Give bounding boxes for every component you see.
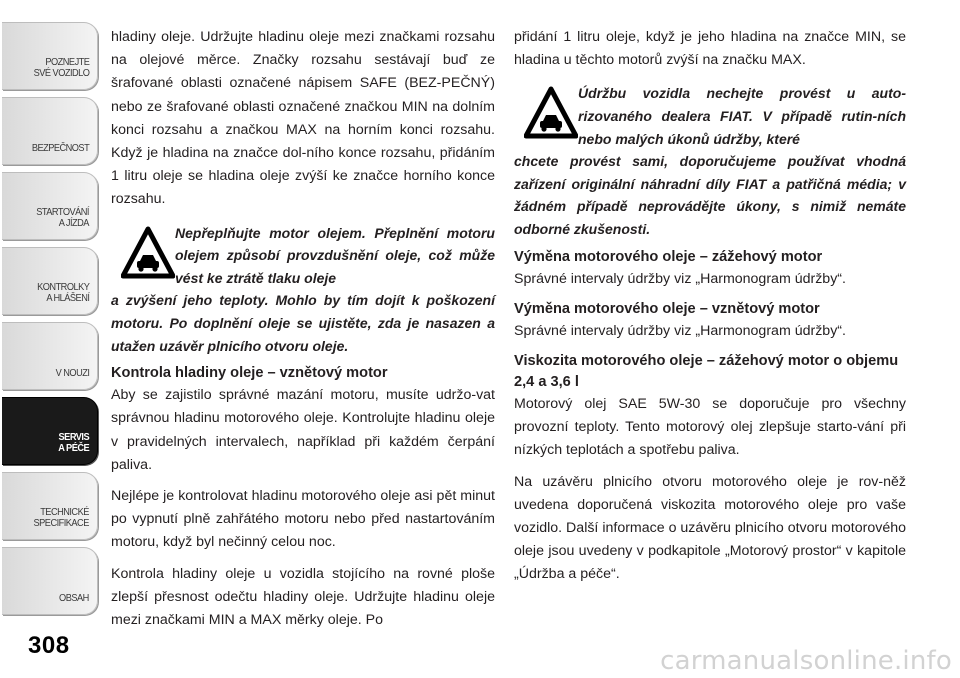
paragraph: Správné intervaly údržby viz „Harmonogram údržby“.	[514, 270, 846, 287]
warning-triangle-car-icon	[524, 86, 578, 140]
left-column	[111, 26, 495, 640]
warning-box	[514, 82, 906, 240]
tab-label: BEZPEČNOST	[31, 142, 89, 154]
warning-text: a zvýšení jeho teploty. Mohlo by tím dojít k poškození motoru. Po doplnění oleje se ujistěte, zda je nasazen a utažen uzávěr plnicího otvoru oleje.	[111, 292, 495, 354]
tab-bezpecnost[interactable]	[2, 97, 98, 165]
tab-label: OBSAH	[59, 592, 89, 604]
section-heading: Výměna motorového oleje – zážehový motor	[514, 248, 823, 265]
tab-kontrolky-a-hlaseni[interactable]	[2, 247, 98, 315]
tab-label: SERVIS A PÉČE	[58, 431, 89, 454]
paragraph: Správné intervaly údržby viz „Harmonogram údržby“.	[514, 322, 846, 339]
warning-box	[111, 222, 495, 358]
warning-text-lead: Údržbu vozidla nechejte provést u auto-rizovaného dealera FIAT. V případě rutin-ních nebo malých úkonů údržby, které	[578, 85, 906, 147]
section-heading: Výměna motorového oleje – vznětový motor	[514, 300, 820, 317]
paragraph: Nejlépe je kontrolovat hladinu motorového oleje asi pět minut po vypnutí plně zahřátého motoru nebo před nastartováním motoru, když byl nečinný celou noc.	[111, 488, 495, 551]
tab-v-nouzi[interactable]	[2, 322, 98, 390]
watermark: carmanualsonline.info	[660, 646, 952, 676]
tab-technicke-specifikace[interactable]	[2, 472, 98, 540]
tab-startovani-a-jizda[interactable]	[2, 172, 98, 240]
tab-servis-a-pece[interactable]	[2, 397, 98, 465]
section-heading: Kontrola hladiny oleje – vznětový motor	[111, 365, 388, 382]
paragraph: Na uzávěru plnicího otvoru motorového oleje je rov-něž uvedena doporučená viskozita motorového oleje pro vaše vozidlo. Další informace o uzávěru plnicího otvoru motorového oleje jsou uvedeny v podkapitole „Motorový prostor“ v kapitole „Údržba a péče“.	[514, 473, 906, 583]
tab-label: V NOUZI	[55, 367, 89, 379]
page-number: 308	[28, 632, 70, 659]
tab-obsah[interactable]	[2, 547, 98, 615]
warning-text-lead: Nepřeplňujte motor olejem. Přeplnění motoru olejem způsobí provzdušnění oleje, což může vést ke ztrátě tlaku oleje	[175, 224, 495, 286]
warning-text: chcete provést sami, doporučujeme používat vhodná zařízení originální náhradní díly FIAT a patřičná média; v žádném případě neprovádějte úkony, s nimiž nemáte odborné zkušenosti.	[514, 153, 906, 237]
paragraph: Kontrola hladiny oleje u vozidla stojícího na rovné ploše zlepší přesnost odečtu hladiny oleje. Udržujte hladinu oleje mezi značkami MIN a MAX měrky oleje. Po	[111, 565, 495, 629]
paragraph: Aby se zajistilo správné mazání motoru, musíte udržo-vat správnou hladinu motorového oleje. Kontrolujte hladinu oleje v pravidelných intervalech, například při každém čerpání paliva.	[111, 387, 495, 473]
tab-poznejte-sve-vozidlo[interactable]	[2, 22, 98, 90]
tab-label: KONTROLKY A HLÁŠENÍ	[36, 281, 89, 304]
tab-label: POZNEJTE SVÉ VOZIDLO	[33, 56, 89, 79]
paragraph: Motorový olej SAE 5W-30 se doporučuje pro všechny provozní teploty. Tento motorový olej zlepšuje starto-vání při nízkých teplotách a spotřebu paliva.	[514, 395, 906, 459]
tab-label: STARTOVÁNÍ A JÍZDA	[36, 206, 89, 229]
paragraph: hladiny oleje. Udržujte hladinu oleje mezi značkami rozsahu na olejové měrce. Značky rozsahu sestávají buď ze šrafované oblasti označené nápisem SAFE (BEZ-PEČNÝ) nebo ze šrafované oblasti označené značkou MIN na dolním konci rozsahu a značkou MAX na horním konci rozsahu. Když je hladina na značce dol-ního konce rozsahu, přidáním 1 litru oleje se hladina oleje zvýší ke značce horního konce rozsahu.	[111, 29, 495, 208]
warning-triangle-car-icon	[121, 226, 175, 280]
section-heading: Viskozita motorového oleje – zážehový motor o objemu 2,4 a 3,6 l	[514, 352, 899, 390]
right-column	[514, 26, 906, 595]
paragraph: přidání 1 litru oleje, když je jeho hladina na značce MIN, se hladina u těchto motorů zvýší na značku MAX.	[514, 29, 906, 69]
tab-label: TECHNICKÉ SPECIFIKACE	[33, 506, 89, 529]
chapter-tabs	[0, 0, 100, 678]
